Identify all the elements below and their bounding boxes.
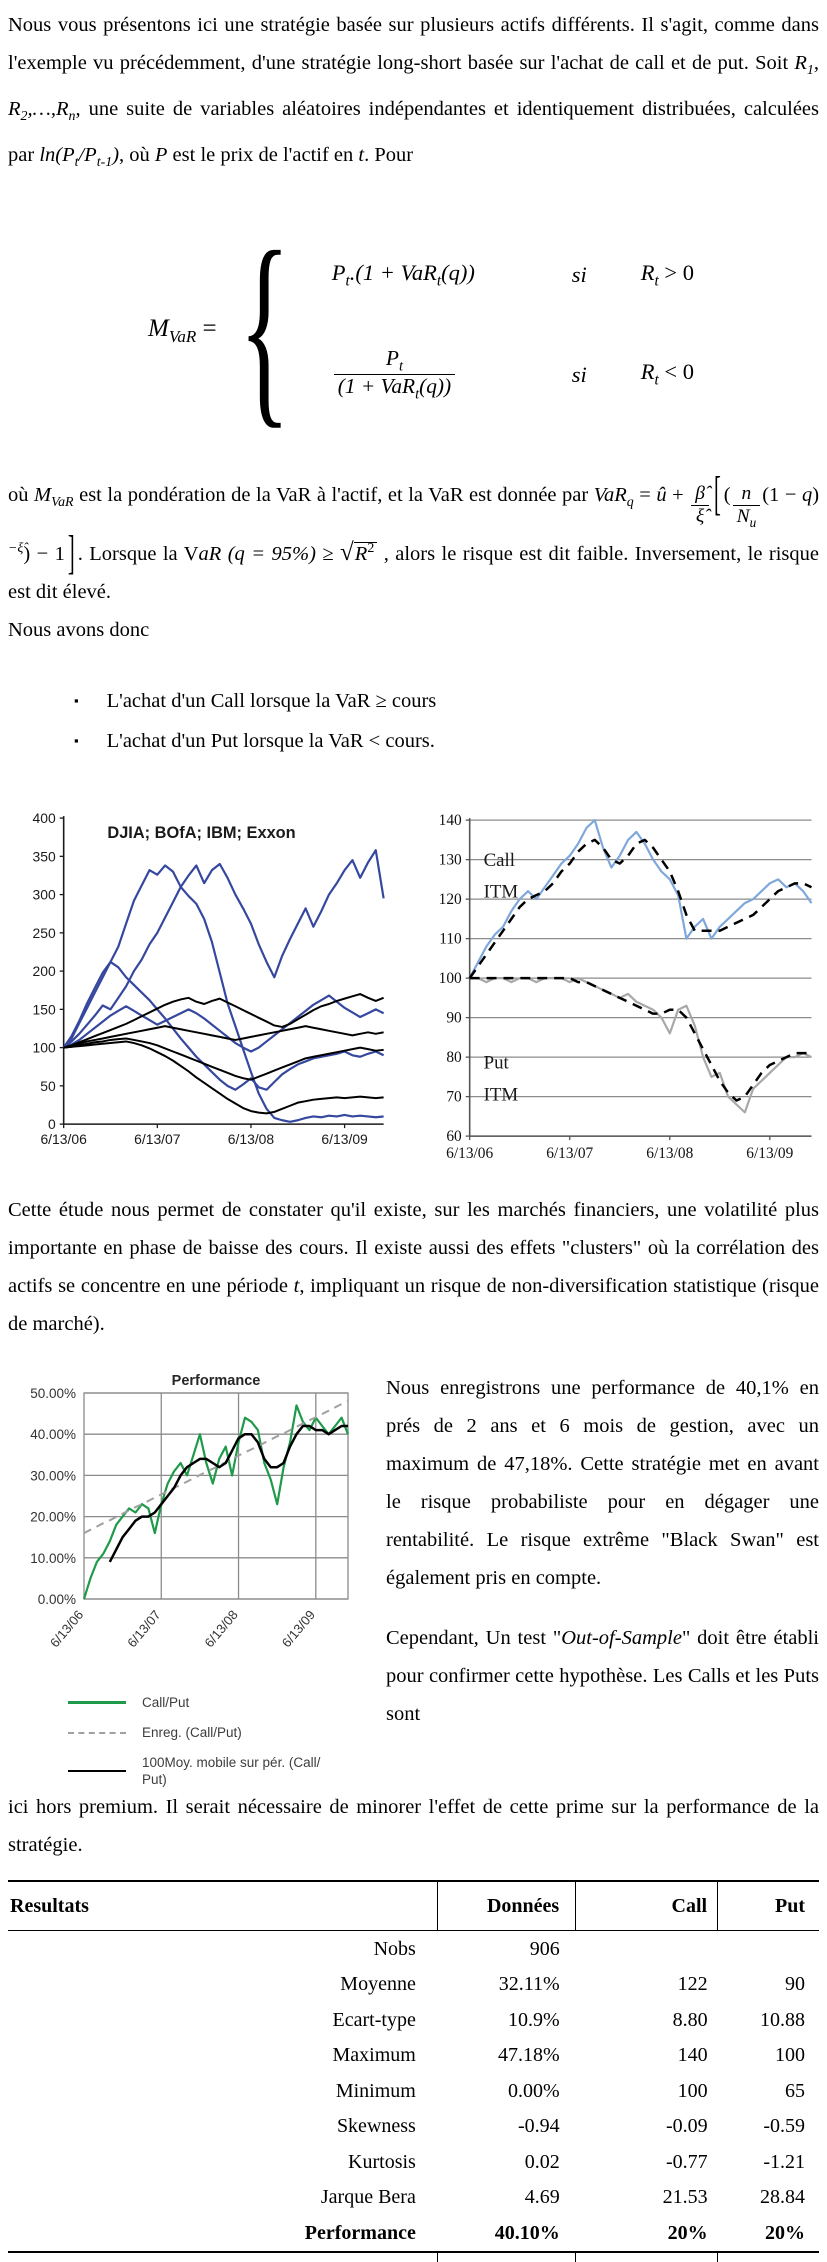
svg-text:20.00%: 20.00% [30,1509,76,1525]
svg-text:120: 120 [438,891,462,909]
case1-expression: $P_t.(1 + VaR_t(q))$ [331,260,475,290]
svg-text:6/13/09: 6/13/09 [745,1145,793,1163]
results-table-header [8,1881,819,1931]
table-cell: 100 [775,2044,805,2067]
svg-text:6/13/08: 6/13/08 [227,1131,275,1148]
table-cell: 32.11% [498,1973,560,1996]
svg-text:6/13/08: 6/13/08 [201,1607,241,1651]
svg-text:Performance: Performance [171,1373,261,1390]
series-call-itm-trend [469,840,811,978]
table-cell: 65 [785,2079,805,2102]
table-cell: -0.94 [518,2115,560,2138]
case2-expression: $\frac{P_t}{(1 + VaR_t(q))}$ [332,347,568,403]
table-row [8,1967,819,2003]
table-cell: 90 [785,1973,805,1996]
case2-si: si [571,361,587,387]
table-cell: -0.09 [665,2115,708,2138]
table-cell: 122 [677,1973,708,1996]
svg-text:6/13/06: 6/13/06 [46,1607,87,1651]
table-row [8,2180,819,2216]
svg-text:110: 110 [438,930,462,948]
performance-commentary [386,1369,819,1788]
svg-text:90: 90 [445,1009,462,1027]
table-cell: 0.02 [524,2150,560,2173]
svg-text:300: 300 [32,886,56,903]
results-table [8,1880,819,2262]
table-cell: 10.88 [760,2008,805,2031]
column-header: Données [438,1881,576,1931]
table-cell: 20% [576,2215,718,2252]
table-row [8,2109,819,2145]
svg-text:6/13/08: 6/13/08 [645,1145,693,1163]
performance-legend [68,1694,364,1788]
table-cell: Maximum [332,2044,416,2067]
svg-text:100: 100 [32,1039,56,1056]
chart-annotation: ITM [483,1084,518,1106]
svg-text:0: 0 [47,1116,56,1133]
table-cell: 47.18% [498,2044,560,2067]
series-black-3 [64,1039,384,1080]
table-cell: 906 [529,1937,560,1960]
table-cell: Jarque Bera [320,2186,416,2209]
charts-row [8,803,819,1191]
svg-text:6/13/07: 6/13/07 [545,1145,593,1163]
performance-paragraph-2: Cependant, Un test "Out-of-Sample" doit être établi pour confirmer cette hypothèse. Les Calls et les Puts sont [386,1627,819,1726]
svg-text:60: 60 [445,1128,462,1146]
svg-text:140: 140 [438,812,462,830]
table-row [8,2073,819,2109]
table-cell: -1.21 [763,2150,805,2173]
svg-text:150: 150 [32,1001,56,1018]
svg-text:0.00%: 0.00% [37,1592,76,1608]
table-cell: 0.00% [508,2079,560,2102]
svg-text:130: 130 [438,851,462,869]
strategy-bullet-list [74,681,819,761]
table-cell: Moyenne [340,1973,416,1996]
performance-chart [8,1369,358,1687]
table-cell: 10.9% [508,2008,560,2031]
table-cell: 40.10% [438,2215,576,2252]
table-cell: Skewness [336,2115,416,2138]
premium-paragraph: ici hors premium. Il serait nécessaire de minorer l'effet de cette prime sur la performance de la stratégie. [8,1796,819,1857]
chart-annotation: Call [483,850,515,872]
svg-text:400: 400 [32,810,56,827]
table-row [8,2215,819,2252]
svg-text:70: 70 [445,1088,462,1106]
svg-text:6/13/06: 6/13/06 [40,1131,87,1148]
clusters-paragraph: Cette étude nous permet de constater qu'il existe, sur les marchés financiers, une volatilité plus importante en phase de baisse des cours. Il existe aussi des effets "clusters" où la corrélation des actifs se concentre en une période t, impliquant un risque de non-diversification statistique (risque de marché). [8,1199,819,1336]
legend-label: 100Moy. mobile sur pér. (Call/ Put) [142,1755,321,1788]
table-cell: Performance [8,2215,438,2252]
svg-text:DJIA; BOfA; IBM; Exxon: DJIA; BOfA; IBM; Exxon [107,824,296,843]
column-header: Call [576,1881,718,1931]
lead-in-text: Nous avons donc [8,619,150,642]
var-definition-paragraph: où $M_{VaR}$ est la pondération de la VaR à l'actif, et la VaR est donnée par VaR$_q$ = û + $\frac{\betâ}{\xî}$ [ ( $\frac{n}{N_u}$ $(1 - q)^{-\xî}) - 1$ ] . Lorsque la VaR $(q = 95\%) \ge √R^2$ , alors le risque est dit faible. Inversement, le risque est dit élevé. [8,469,820,604]
svg-text:200: 200 [32,963,56,980]
performance-chart-block [8,1369,364,1788]
formula-case-negative [332,347,694,403]
svg-text:350: 350 [32,848,56,865]
case1-condition: $R_t > 0$ [640,260,694,290]
black-line-sample-icon [68,1770,126,1772]
series-blue-1 [64,850,384,1047]
svg-text:50: 50 [40,1078,56,1095]
table-row [8,2002,819,2038]
table-cell: Nobs [373,1937,416,1960]
svg-text:6/13/09: 6/13/09 [278,1607,319,1651]
performance-paragraph-1: Nous enregistrons une performance de 40,1% en prés de 2 ans et 6 mois de gestion, avec un maximum de 47,18%. Cette stratégie met en avant le risque probabiliste pour en dégager une rentabilité. Le risque extrême "Black Swan" est également pris en compte. [386,1377,819,1590]
results-table-body [8,1931,819,2252]
legend-item-enreg [68,1724,364,1741]
series-enreg-call-put [84,1401,348,1533]
bullet-put: ▪ L'achat d'un Put lorsque la VaR < cours. [74,721,819,761]
green-line-sample-icon [68,1701,126,1704]
series-put-itm [469,978,811,1112]
formula-lhs: $M_{VaR}$ = [148,315,217,347]
table-cell [718,1931,819,1967]
svg-text:250: 250 [32,925,56,942]
table-row [8,1931,819,1967]
column-header: Resultats [8,1881,438,1931]
formula-case-positive [332,260,694,291]
svg-text:10.00%: 10.00% [30,1551,76,1567]
svg-text:40.00%: 40.00% [30,1427,76,1443]
call-put-itm-chart [420,803,819,1191]
table-cell: Ecart-type [332,2008,416,2031]
table-cell: 140 [677,2044,708,2067]
mvar-formula [148,206,819,450]
svg-text:6/13/06: 6/13/06 [445,1145,493,1163]
chart-annotation: ITM [483,881,518,903]
assets-price-chart [12,803,396,1171]
svg-text:30.00%: 30.00% [30,1468,76,1484]
table-cell: 28.84 [760,2186,805,2209]
legend-label: Enreg. (Call/Put) [142,1725,242,1741]
legend-label: Call/Put [142,1695,190,1711]
column-header: Put [718,1881,819,1931]
table-cell: 4.69 [524,2186,560,2209]
bullet-call: ▪ L'achat d'un Call lorsque la VaR ≥ cours [74,681,819,721]
svg-text:80: 80 [445,1049,462,1067]
formula-cases [302,260,694,403]
chart-annotation: Put [483,1052,509,1074]
svg-text:6/13/07: 6/13/07 [134,1131,181,1148]
legend-item-callput [68,1694,364,1711]
table-cell: Kurtosis [348,2150,416,2173]
case1-si: si [571,262,587,288]
performance-section [8,1369,819,1788]
intro-paragraph: Nous vous présentons ici une stratégie basée sur plusieurs actifs différents. Il s'agit, comme dans l'exemple vu précédemment, d'une stratégie long-short basée sur l'achat de call et de put. Soit $R_1$, $R_2,\dots,R_n$, une suite de variables aléatoires indépendantes et identiquement distribuées, calculées par $\ln(P_t/P_{t-1})$, où P est le prix de l'actif en t. Pour [8,14,819,171]
table-cell: 21.53 [662,2186,708,2209]
curly-brace: { [238,206,290,446]
table-cell [576,1931,718,1967]
table-row [8,2038,819,2074]
results-table-ticks [8,2252,819,2262]
table-row [8,2144,819,2180]
dashed-line-sample-icon [68,1732,126,1734]
svg-text:50.00%: 50.00% [30,1386,76,1402]
svg-text:6/13/07: 6/13/07 [124,1607,164,1651]
header-row [8,1881,819,1931]
series-moyenne-mobile [110,1426,348,1562]
table-cell: 20% [718,2215,819,2252]
table-cell: -0.77 [665,2150,708,2173]
table-cell: 8.80 [672,2008,708,2031]
table-cell: Minimum [335,2079,416,2102]
legend-item-moymobile [68,1754,364,1788]
svg-text:6/13/09: 6/13/09 [321,1131,368,1148]
table-cell: -0.59 [763,2115,805,2138]
svg-text:100: 100 [438,970,462,988]
table-cell: 100 [677,2079,708,2102]
case2-condition: $R_t < 0$ [640,359,694,389]
